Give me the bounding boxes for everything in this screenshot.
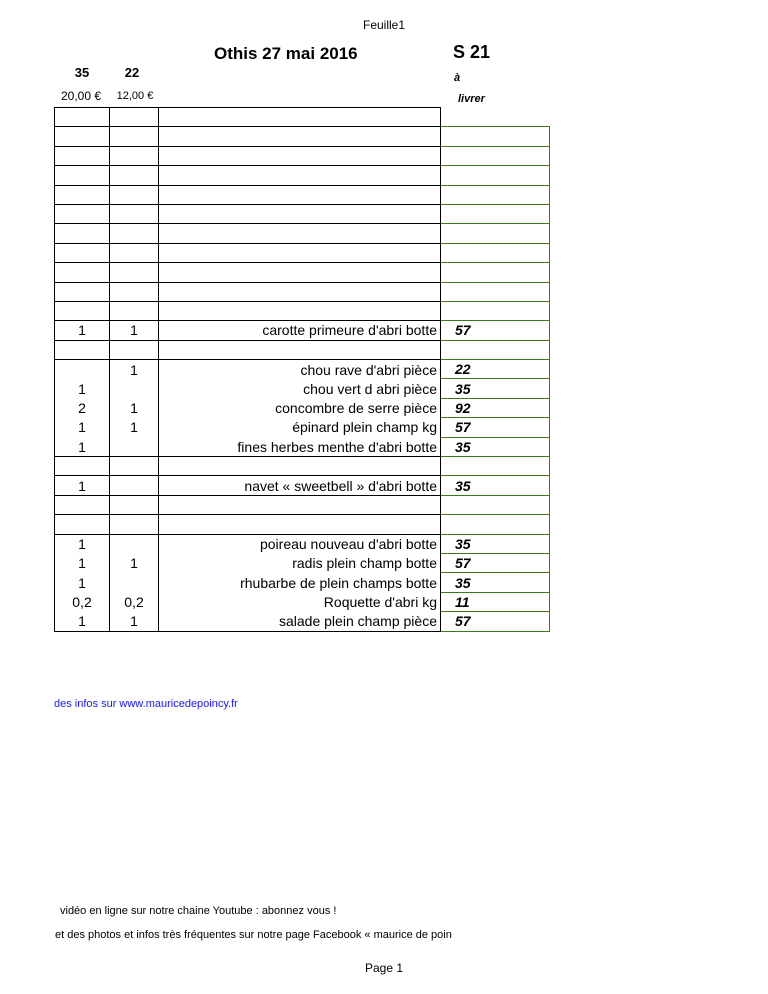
qty-a-cell <box>55 108 110 127</box>
delivery-cell <box>441 146 550 165</box>
table-row <box>55 340 550 359</box>
qty-a-cell <box>55 224 110 243</box>
qty-b-cell <box>110 495 159 514</box>
qty-a-cell <box>55 360 110 379</box>
qty-b-cell <box>110 146 159 165</box>
delivery-cell <box>441 282 550 301</box>
table-row <box>55 379 550 398</box>
delivery-cell <box>441 243 550 262</box>
table-row <box>55 398 550 417</box>
column-b-price: 12,00 € <box>116 90 154 102</box>
table-row <box>55 437 550 456</box>
page-title: Othis 27 mai 2016 <box>214 44 358 63</box>
delivery-cell <box>441 340 550 359</box>
facebook-note: et des photos et infos très fréquentes sur notre page Facebook « maurice de poin <box>55 929 452 941</box>
qty-a-cell <box>55 166 110 185</box>
table-row <box>55 476 550 495</box>
product-cell: chou rave d'abri pièce <box>159 360 441 379</box>
delivery-cell: 11 <box>441 592 550 611</box>
delivery-cell: 35 <box>441 534 550 553</box>
table-row <box>55 573 550 592</box>
product-cell <box>159 185 441 204</box>
delivery-cell <box>441 495 550 514</box>
qty-a-cell <box>55 243 110 262</box>
qty-a-cell <box>55 301 110 320</box>
product-cell <box>159 204 441 223</box>
a-label: à <box>454 72 461 84</box>
product-cell <box>159 108 441 127</box>
table-row <box>55 224 550 243</box>
product-cell: carotte primeure d'abri botte <box>159 321 441 340</box>
product-cell <box>159 282 441 301</box>
qty-a-cell <box>55 204 110 223</box>
qty-b-cell <box>110 476 159 495</box>
product-cell <box>159 166 441 185</box>
qty-b-cell <box>110 185 159 204</box>
column-a-count: 35 <box>74 65 90 80</box>
qty-b-cell <box>110 224 159 243</box>
delivery-cell <box>441 204 550 223</box>
table-row <box>55 301 550 320</box>
delivery-cell: 35 <box>441 379 550 398</box>
qty-b-cell <box>110 166 159 185</box>
delivery-cell <box>441 301 550 320</box>
delivery-cell <box>441 515 550 534</box>
product-cell: radis plein champ botte <box>159 553 441 572</box>
delivery-cell <box>441 263 550 282</box>
product-cell <box>159 515 441 534</box>
qty-b-cell <box>110 340 159 359</box>
qty-b-cell <box>110 534 159 553</box>
qty-a-cell <box>55 263 110 282</box>
qty-a-cell: 1 <box>55 534 110 553</box>
qty-b-cell <box>110 515 159 534</box>
product-cell: épinard plein champ kg <box>159 418 441 437</box>
delivery-cell <box>441 108 550 127</box>
table-row <box>55 127 550 146</box>
table-row <box>55 146 550 165</box>
delivery-cell: 35 <box>441 476 550 495</box>
qty-a-cell <box>55 495 110 514</box>
qty-a-cell: 1 <box>55 476 110 495</box>
delivery-cell: 57 <box>441 612 550 631</box>
qty-b-cell <box>110 457 159 476</box>
product-cell: chou vert d abri pièce <box>159 379 441 398</box>
delivery-cell: 57 <box>441 321 550 340</box>
product-cell <box>159 146 441 165</box>
qty-b-cell <box>110 301 159 320</box>
delivery-cell: 35 <box>441 573 550 592</box>
qty-b-cell: 1 <box>110 612 159 631</box>
qty-a-cell: 1 <box>55 321 110 340</box>
delivery-cell: 57 <box>441 553 550 572</box>
table-row <box>55 263 550 282</box>
livrer-label: livrer <box>458 93 485 105</box>
qty-a-cell <box>55 340 110 359</box>
qty-b-cell: 1 <box>110 321 159 340</box>
order-table <box>54 107 550 632</box>
qty-a-cell <box>55 457 110 476</box>
product-cell <box>159 127 441 146</box>
qty-b-cell <box>110 108 159 127</box>
delivery-cell <box>441 457 550 476</box>
delivery-cell <box>441 166 550 185</box>
sheet-header: Feuille1 <box>362 18 406 32</box>
table-row <box>55 553 550 572</box>
delivery-cell <box>441 185 550 204</box>
qty-b-cell: 0,2 <box>110 592 159 611</box>
product-cell <box>159 224 441 243</box>
product-cell <box>159 243 441 262</box>
column-b-count: 22 <box>124 65 140 80</box>
website-link[interactable]: des infos sur www.mauricedepoincy.fr <box>54 698 238 710</box>
product-cell: fines herbes menthe d'abri botte <box>159 437 441 456</box>
table-row <box>55 515 550 534</box>
product-cell <box>159 457 441 476</box>
qty-a-cell: 2 <box>55 398 110 417</box>
table-row <box>55 612 550 631</box>
qty-a-cell <box>55 282 110 301</box>
qty-b-cell <box>110 243 159 262</box>
youtube-note: vidéo en ligne sur notre chaine Youtube : abonnez vous ! <box>60 905 337 917</box>
qty-a-cell <box>55 127 110 146</box>
product-cell: rhubarbe de plein champs botte <box>159 573 441 592</box>
qty-b-cell: 1 <box>110 553 159 572</box>
table-row <box>55 185 550 204</box>
qty-b-cell <box>110 263 159 282</box>
table-row <box>55 360 550 379</box>
delivery-cell: 22 <box>441 360 550 379</box>
qty-b-cell <box>110 573 159 592</box>
delivery-cell: 35 <box>441 437 550 456</box>
qty-a-cell <box>55 185 110 204</box>
product-cell: Roquette d'abri kg <box>159 592 441 611</box>
qty-a-cell: 0,2 <box>55 592 110 611</box>
table-row <box>55 495 550 514</box>
qty-b-cell <box>110 379 159 398</box>
product-cell: concombre de serre pièce <box>159 398 441 417</box>
qty-a-cell: 1 <box>55 379 110 398</box>
delivery-cell: 57 <box>441 418 550 437</box>
week-label: S 21 <box>453 42 491 62</box>
delivery-cell <box>441 224 550 243</box>
qty-b-cell: 1 <box>110 398 159 417</box>
qty-a-cell: 1 <box>55 612 110 631</box>
product-cell <box>159 495 441 514</box>
qty-b-cell <box>110 127 159 146</box>
qty-b-cell <box>110 204 159 223</box>
table-row <box>55 534 550 553</box>
qty-b-cell <box>110 282 159 301</box>
table-row <box>55 282 550 301</box>
qty-a-cell: 1 <box>55 418 110 437</box>
product-cell <box>159 263 441 282</box>
qty-b-cell: 1 <box>110 360 159 379</box>
product-cell <box>159 301 441 320</box>
delivery-cell: 92 <box>441 398 550 417</box>
qty-b-cell: 1 <box>110 418 159 437</box>
product-cell: salade plein champ pièce <box>159 612 441 631</box>
column-a-price: 20,00 € <box>60 89 102 103</box>
product-cell <box>159 340 441 359</box>
product-cell: poireau nouveau d'abri botte <box>159 534 441 553</box>
table-row <box>55 457 550 476</box>
page-number: Page 1 <box>364 961 404 975</box>
qty-a-cell <box>55 515 110 534</box>
table-row <box>55 204 550 223</box>
table-row <box>55 592 550 611</box>
qty-a-cell: 1 <box>55 437 110 456</box>
qty-a-cell <box>55 146 110 165</box>
table-row <box>55 418 550 437</box>
table-row <box>55 166 550 185</box>
table-row <box>55 108 550 127</box>
product-cell: navet « sweetbell » d'abri botte <box>159 476 441 495</box>
delivery-cell <box>441 127 550 146</box>
qty-b-cell <box>110 437 159 456</box>
table-row <box>55 321 550 340</box>
qty-a-cell: 1 <box>55 553 110 572</box>
qty-a-cell: 1 <box>55 573 110 592</box>
table-row <box>55 243 550 262</box>
